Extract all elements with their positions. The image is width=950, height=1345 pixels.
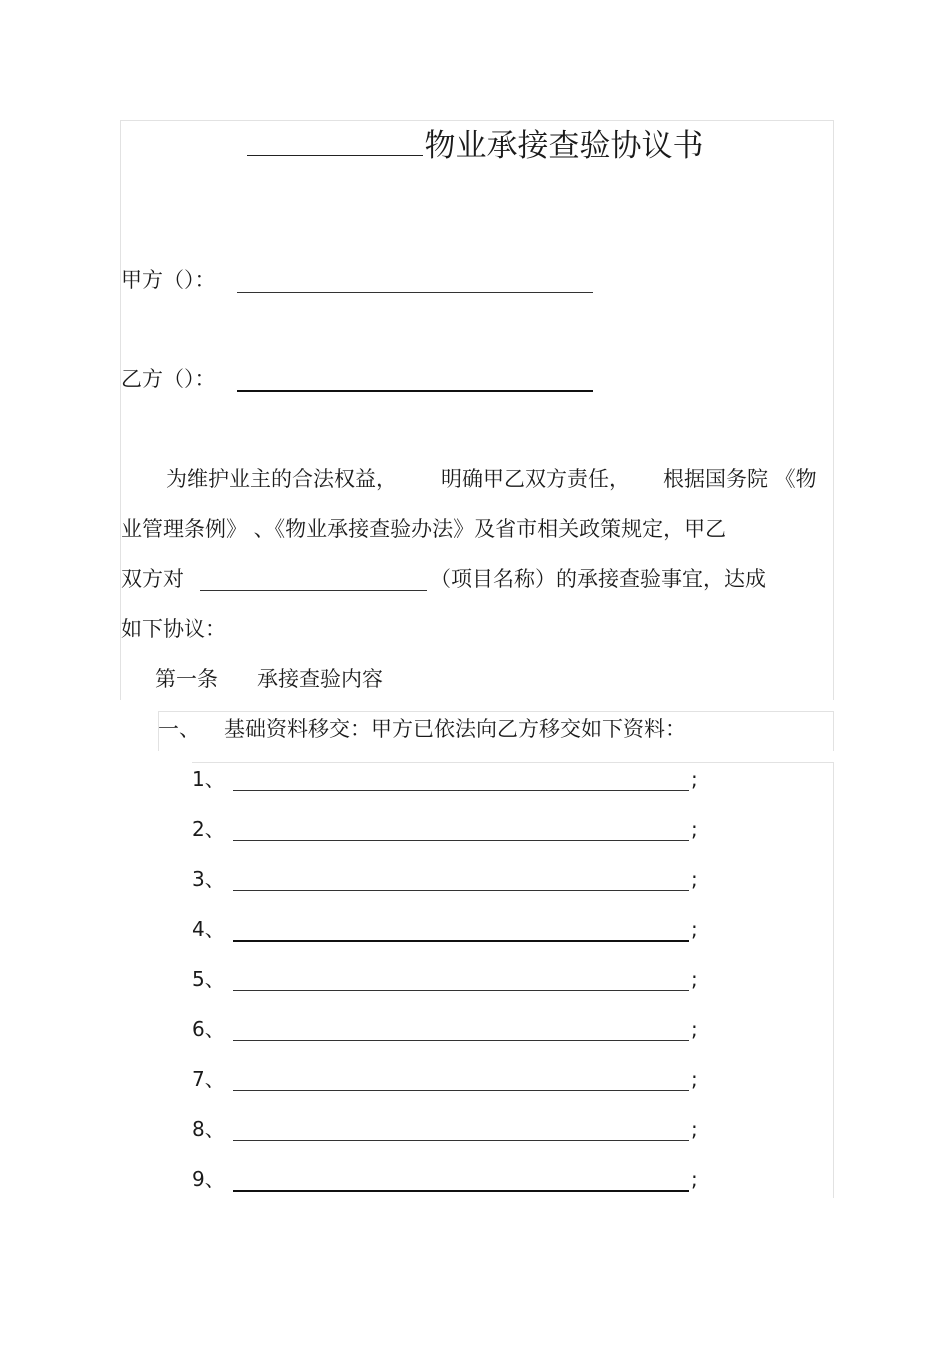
frame-line-section-box-top — [158, 711, 834, 712]
party-a-label: 甲方（）： — [121, 268, 216, 292]
item-number-7: 7、 — [192, 1067, 225, 1091]
item-semicolon-9: ; — [691, 1167, 698, 1191]
document-title — [0, 126, 950, 166]
item-semicolon-4: ; — [691, 917, 698, 941]
preamble-line3-b: （项目名称）的承接查验事宜，达成 — [430, 567, 766, 591]
item-input-line-9[interactable] — [233, 1190, 689, 1192]
preamble-line1-c: 根据国务院 《物 — [663, 467, 817, 491]
item-semicolon-2: ; — [691, 817, 698, 841]
title-text: 物业承接查验协议书 — [424, 128, 704, 164]
item-semicolon-6: ; — [691, 1017, 698, 1041]
item-input-line-8[interactable] — [233, 1140, 689, 1141]
frame-line-right-upper — [833, 120, 834, 700]
item-input-line-4[interactable] — [233, 940, 689, 942]
item-input-line-2[interactable] — [233, 840, 689, 841]
item-number-5: 5、 — [192, 967, 225, 991]
item-number-4: 4、 — [192, 917, 225, 941]
item-number-2: 2、 — [192, 817, 225, 841]
item-number-1: 1、 — [192, 767, 225, 791]
item-semicolon-3: ; — [691, 867, 698, 891]
frame-line-items-right — [833, 762, 834, 1198]
item-semicolon-8: ; — [691, 1117, 698, 1141]
item-semicolon-1: ; — [691, 767, 698, 791]
item-semicolon-7: ; — [691, 1067, 698, 1091]
item-number-8: 8、 — [192, 1117, 225, 1141]
party-b-label: 乙方（）： — [121, 367, 216, 391]
preamble-line1-a: 为维护业主的合法权益， — [166, 467, 397, 491]
article1-title: 承接查验内容 — [257, 667, 383, 691]
item-number-9: 9、 — [192, 1167, 225, 1191]
item-input-line-3[interactable] — [233, 890, 689, 891]
frame-line-top — [120, 120, 834, 121]
frame-line-section-box-right — [833, 711, 834, 751]
item-input-line-6[interactable] — [233, 1040, 689, 1041]
frame-line-left — [120, 120, 121, 700]
item-semicolon-5: ; — [691, 967, 698, 991]
section1-number: 一、 — [158, 717, 200, 741]
title-blank-line[interactable] — [247, 127, 423, 156]
item-input-line-5[interactable] — [233, 990, 689, 991]
section1-text: 基础资料移交：甲方已依法向乙方移交如下资料： — [224, 717, 686, 741]
party-b-input-line[interactable] — [237, 390, 593, 392]
item-input-line-7[interactable] — [233, 1090, 689, 1091]
preamble-line2: 业管理条例》 、《物业承接查验办法》及省市相关政策规定，甲乙 — [121, 517, 727, 541]
frame-line-items-top — [192, 762, 834, 763]
item-number-6: 6、 — [192, 1017, 225, 1041]
preamble-line3-a: 双方对 — [121, 567, 184, 591]
preamble-line4: 如下协议： — [121, 617, 226, 641]
project-name-input-line[interactable] — [200, 590, 427, 591]
article1-label: 第一条 — [155, 667, 218, 691]
party-a-input-line[interactable] — [237, 292, 593, 293]
item-number-3: 3、 — [192, 867, 225, 891]
item-input-line-1[interactable] — [233, 790, 689, 791]
preamble-line1-b: 明确甲乙双方责任， — [441, 467, 630, 491]
